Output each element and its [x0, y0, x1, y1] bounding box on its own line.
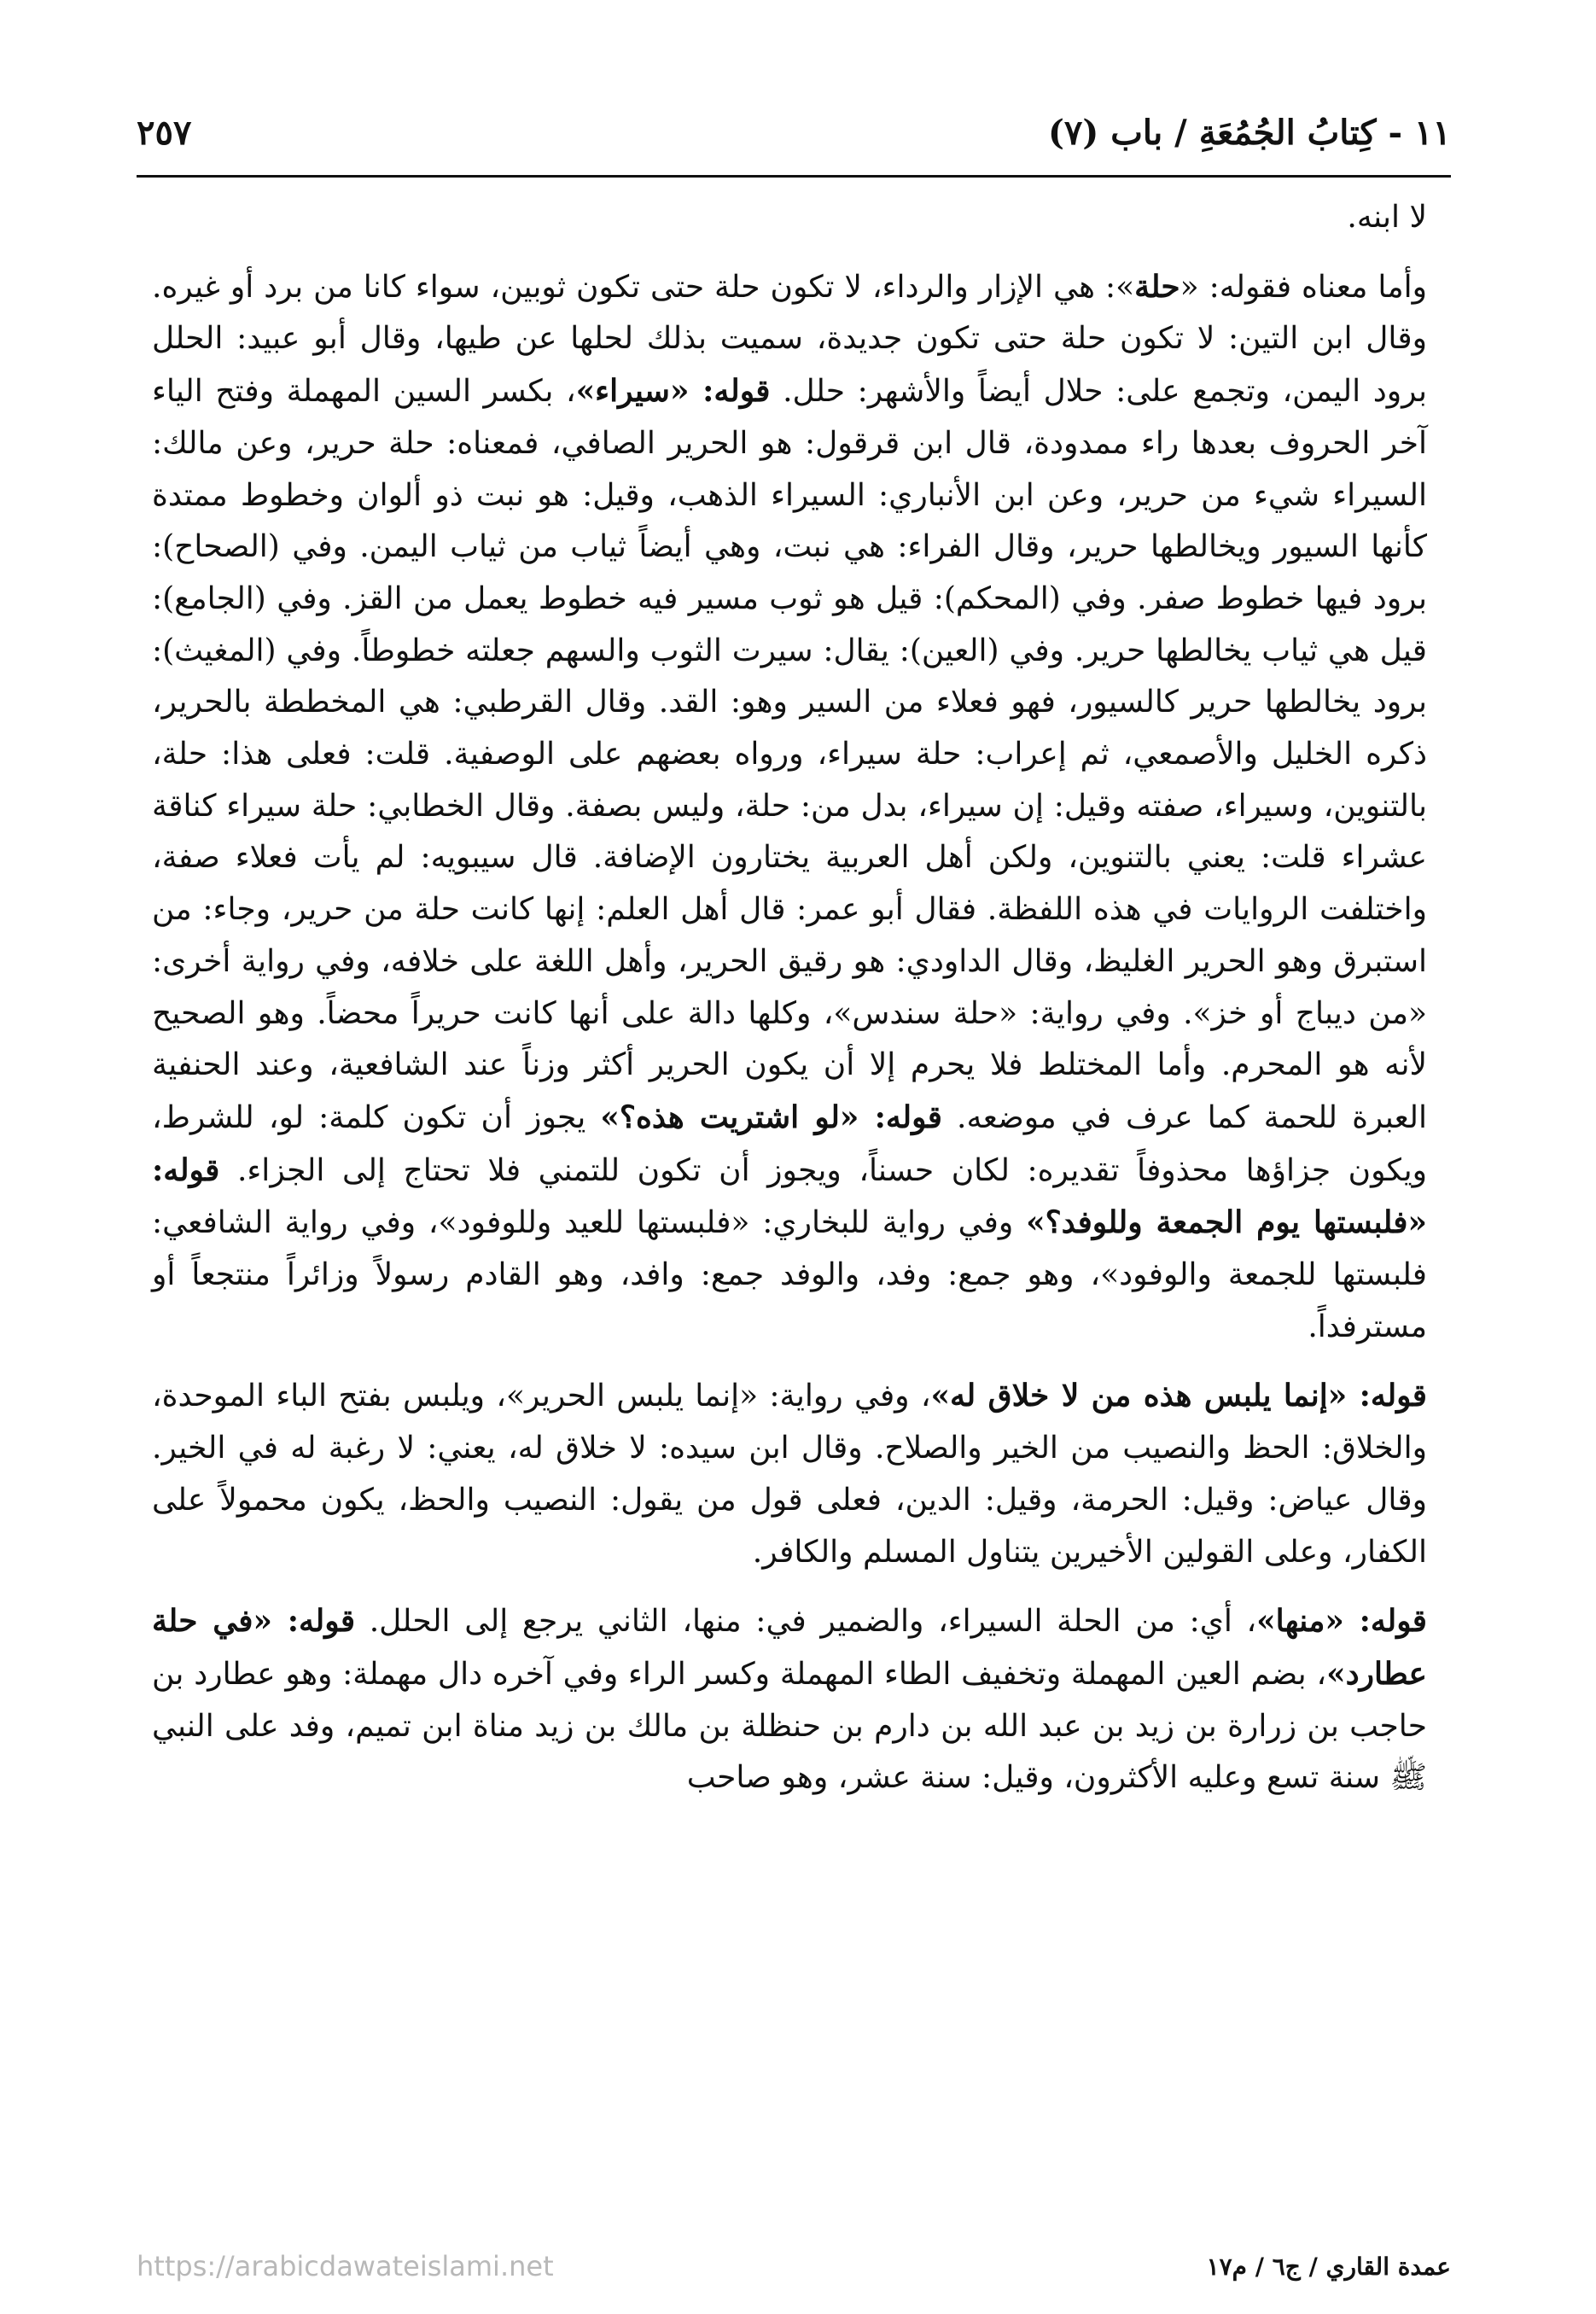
bold-quote-run: قوله: «فلبستها يوم الجمعة وللوفد؟» — [152, 1151, 1427, 1241]
bold-quote-run: قوله: «لو اشتريت هذه؟» — [600, 1099, 942, 1135]
text-run: »: هي الإزار والرداء، لا تكون حلة حتى تكون ثوبين، سواء كانا من برد أو غيره. وقال ابن التين: لا تكون حلة حتى تكون جديدة، سميت بذلك لحلها عن طيها، وقال أبو عبيد: الحلل برود اليمن، وتجمع على: حلال أيضاً والأشهر: حلل. — [152, 269, 1428, 410]
text-run: وفي رواية للبخاري: «فلبستها للعيد وللوفود»، وفي رواية الشافعي: فلبستها للجمعة والوفود»، وهو جمع: وفد، والوفد جمع: وافد، وهو القادم رسولاً وزائراً منتجعاً أو مسترفداً. — [152, 1205, 1427, 1344]
running-header — [137, 90, 1451, 178]
volume-signature: عمدة القاري / ج٦ / م١٧ — [1206, 2252, 1451, 2281]
bold-quote-run: حلة — [1134, 268, 1180, 305]
paragraph-3 — [152, 1595, 1427, 1804]
lead-line: لا ابنه. — [1347, 200, 1427, 235]
bold-quote-run: قوله: «إنما يلبس هذه من لا خلاق له» — [930, 1378, 1427, 1414]
text-run: ، أي: من الحلة السيراء، والضمير في: منها، الثاني يرجع إلى الحلل. — [355, 1604, 1257, 1640]
bold-quote-run: قوله: «سيراء» — [575, 373, 771, 410]
page-footer — [137, 2245, 1451, 2288]
bold-quote-run: قوله: «منها» — [1256, 1603, 1428, 1640]
page-number: ٢٥٧ — [137, 112, 192, 153]
text-run: ، وفي رواية: «إنما يلبس الحرير»، ويلبس بفتح الباء الموحدة، والخلاق: الحظ والنصيب من الخير والصلاح. وقال ابن سيده: لا خلاق له، يعني: لا رغبة له في الخير. وقال عياض: وقيل: الحرمة، وقيل: الدين، فعلى قول من يقول: النصيب والحظ، يكون محمولاً على الكفار، وعلى القولين الأخيرين يتناول المسلم والكافر. — [152, 1378, 1427, 1570]
text-run: وأما معناه فقوله: « — [1180, 269, 1427, 305]
paragraph-2 — [152, 1370, 1427, 1578]
text-run: ، بضم العين المهملة وتخفيف الطاء المهملة وكسر الراء وفي آخره دال مهملة: وهو عطارد بن حاجب بن زرارة بن زيد بن عبد الله بن دارم بن حنظلة بن مالك بن زيد مناة ابن تميم، وفد على النبي ﷺ سنة تسع وعليه الأكثرون، وقيل: سنة عشر، وهو صاحب — [152, 1656, 1427, 1796]
watermark-url: https://arabicdawateislami.net — [137, 2250, 554, 2282]
bold-quote-run: قوله: «في حلة عطارد» — [152, 1603, 1427, 1692]
main-text — [152, 192, 1427, 1804]
paragraph-1 — [152, 261, 1427, 1354]
chapter-title: ١١ - كِتابُ الجُمُعَةِ / باب (٧) — [1047, 112, 1451, 153]
text-run: يجوز أن تكون كلمة: لو، للشرط، ويكون جزاؤها محذوفاً تقديره: لكان حسناً، ويجوز أن تكون للتمني فلا تحتاج إلى الجزاء. — [152, 1099, 1427, 1188]
text-run: ، بكسر السين المهملة وفتح الياء آخر الحروف بعدها راء ممدودة، قال ابن قرقول: هو الحرير الصافي، فمعناه: حلة حرير، وعن مالك: السيراء شيء من حرير، وعن ابن الأنباري: السيراء الذهب، وقيل: هو نبت ذو ألوان وخطوط ممتدة كأنها السيور ويخالطها حرير، وقال الفراء: هي نبت، وهي أيضاً ثياب من ثياب اليمن. وفي (الصحاح): برود فيها خطوط صفر. وفي (المحكم): قيل هو ثوب مسير فيه خطوط يعمل من القز. وفي (الجامع): قيل هي ثياب يخالطها حرير. وفي (العين): يقال: سيرت الثوب والسهم جعلته خطوطاً. وفي (المغيث): برود يخالطها حرير كالسيور، فهو فعلاء من السير وهو: القد. وقال القرطبي: هي المخططة بالحرير، ذكره الخليل والأصمعي، ثم إعراب: حلة سيراء، ورواه بعضهم على الوصفية. قلت: فعلى هذا: حلة، بالتنوين، وسيراء، صفته وقيل: إن سيراء، بدل من: حلة، وليس بصفة. وقال الخطابي: حلة سيراء كناقة عشراء قلت: يعني بالتنوين، ولكن أهل العربية يختارون الإضافة. قال سيبويه: لم يأت فعلاء صفة، واختلفت الروايات في هذه اللفظة. فقال أبو عمر: قال أهل العلم: إنها كانت حلة من حرير، وجاء: من استبرق وهو الحرير الغليظ، وقال الداودي: هو رقيق الحرير، وأهل اللغة على خلافه، وفي رواية أخرى: «من ديباج أو خز». وفي رواية: «حلة سندس»، وكلها دالة على أنها كانت حريراً محضاً. وهو الصحيح لأنه هو المحرم. وأما المختلط فلا يحرم إلا أن يكون الحرير أكثر وزناً عند الشافعية، وعند الحنفية العبرة للحمة كما عرف في موضعه. — [152, 374, 1427, 1135]
